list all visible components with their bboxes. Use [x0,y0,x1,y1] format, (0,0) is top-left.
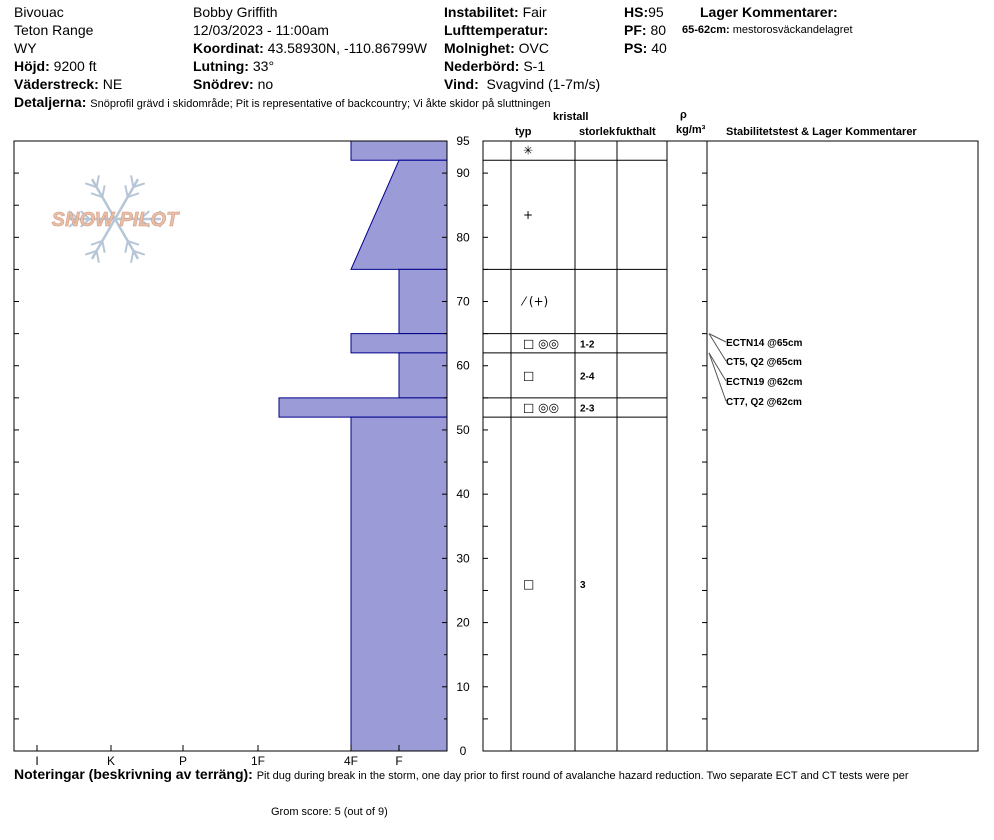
hs-value: 95 [648,4,664,20]
hardness-label: I [35,754,39,768]
hardness-layer [351,417,447,751]
hardness-label: P [178,754,188,768]
depth-label: 10 [456,679,470,694]
grain-size: 1-2 [580,339,595,351]
elevation-value: 9200 ft [53,58,97,74]
grom-score: Grom score: 5 (out of 9) [271,806,388,818]
grain-column [520,144,595,591]
depth-label: 20 [456,615,470,630]
location-name: Bivouac [14,4,64,20]
hardness-profile [279,141,447,751]
logo-text: SNOW PILOT [51,209,179,231]
depth-label: 40 [456,487,470,502]
col-size: storlek [579,126,616,138]
hardness-layer [279,398,447,417]
flake-branch [97,251,99,263]
aspect-value: NE [102,76,123,92]
precipitation-value: S-1 [523,58,546,74]
stability-tests [709,334,803,408]
hardness-layer [351,334,447,353]
hardness-layer [351,160,447,269]
depth-label: 0 [459,744,467,758]
wind-value: Svagvind (1-7m/s) [486,76,601,92]
flake-branch [131,175,133,187]
range-name: Teton Range [14,22,94,38]
hardness-label: 1F [250,754,266,768]
air-temperature-label: Lufttemperatur: [444,22,549,38]
sky-cover-value: OVC [518,40,549,56]
grain-type-symbol: + [523,207,534,222]
col-type: typ [515,126,532,138]
layer-comment-range: 65-62cm: [682,24,730,36]
wind-loading-label: Snödrev: [193,76,254,92]
col-moisture: fukthalt [616,126,656,138]
details-value: Snöprofil grävd i skidområde; Pit is representative of backcountry; Vi åkte skidor på sluttningen [90,98,551,110]
flake-branch [131,251,133,263]
depth-label: 70 [456,294,470,309]
depth-label: 60 [456,358,470,373]
observation-datetime: 12/03/2023 - 11:00am [193,22,329,38]
flake-branch [125,185,127,197]
flake-branch [97,175,99,187]
grain-type-symbol: ✳ [523,143,534,158]
hardness-layer [351,141,447,160]
grain-type-symbol: □ ◎◎ [523,336,560,351]
layers-frame [483,141,978,751]
hardness-layer [399,269,447,333]
ps-value: 40 [651,40,667,56]
grain-type-symbol: □ [523,368,535,383]
hardness-label: F [395,754,403,768]
notes-value: Pit dug during break in the storm, one day prior to first round of avalanche hazard reduction. Two separate ECT and CT tests were per [256,770,909,782]
hardness-layer [399,353,447,398]
depth-label: 95 [456,134,470,148]
ps-label: PS: [624,40,648,56]
notes [14,766,909,783]
col-stability: Stabilitetstest & Lager Kommentarer [726,126,917,138]
stability-test-label: ECTN14 @65cm [726,338,803,349]
flake-branch [102,241,104,253]
flake-branch [125,241,127,253]
col-density-rho: ρ [680,109,687,121]
hardness-label: K [106,754,116,768]
grain-type-symbol: □ ◎◎ [523,400,560,415]
col-crystal: kristall [553,111,589,123]
grain-size: 3 [580,580,586,592]
depth-label: 50 [456,422,470,437]
details-label: Detaljerna: [14,94,87,110]
state-name: WY [14,40,37,56]
wind-label: Vind: [444,76,479,92]
snow-pilot-logo [52,175,180,262]
instability-value: Fair [522,4,547,20]
depth-label: 90 [456,166,470,181]
stability-test-label: CT5, Q2 @65cm [726,357,802,368]
aspect-label: Väderstreck: [14,76,99,92]
pf-value: 80 [650,22,667,38]
stability-test-label: ECTN19 @62cm [726,377,803,388]
slope-value: 33° [252,58,275,74]
depth-label: 80 [456,230,470,245]
layer-comments-title: Lager Kommentarer: [700,4,838,20]
col-density-unit: kg/m³ [676,124,706,136]
grain-type-symbol: ⁄ (+) [523,294,549,309]
flake-branch [102,185,104,197]
hs-label: HS: [624,4,649,20]
grain-size: 2-3 [580,403,595,415]
depth-label: 30 [456,551,470,566]
slope-label: Lutning: [193,58,249,74]
precipitation-label: Nederbörd: [444,58,520,74]
layer-comment-text: mestorosväckandelagret [732,24,853,36]
coordinates-value: 43.58930N, -110.86799W [267,40,427,56]
chart-frames [14,141,978,751]
grain-size: 2-4 [580,371,595,383]
notes-label: Noteringar (beskrivning av terräng): [14,766,253,782]
hardness-label: 4F [343,754,359,768]
pf-label: PF: [624,22,647,38]
wind-loading-value: no [257,76,274,92]
elevation-label: Höjd: [14,58,50,74]
observer-name: Bobby Griffith [193,4,278,20]
coordinates-label: Koordinat: [193,40,264,56]
sky-cover-label: Molnighet: [444,40,515,56]
stability-test-label: CT7, Q2 @62cm [726,397,802,408]
instability-label: Instabilitet: [444,4,519,20]
grain-type-symbol: □ [523,577,535,592]
